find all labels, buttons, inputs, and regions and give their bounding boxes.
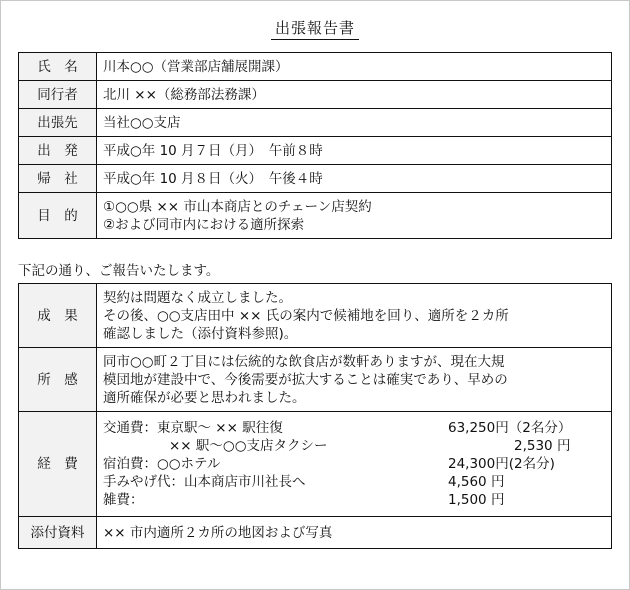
label-attachment: 添付資料 [19, 517, 97, 549]
expense-amount: 63,250円（2名分） [448, 420, 572, 436]
row-result [19, 284, 612, 348]
expense-amount: 1,500 円 [448, 492, 505, 508]
expense-item: 手みやげ代：山本商店市川社長へ [103, 474, 306, 490]
expense-item: 交通費：東京駅～ ×× 駅往復 [103, 420, 283, 436]
value-expenses [97, 412, 612, 517]
expense-row-hotel [103, 455, 605, 473]
value-purpose [97, 193, 612, 239]
expense-row-transport [103, 419, 605, 437]
purpose-line-2: ②および同市内における適所探索 [103, 216, 305, 233]
row-purpose [19, 193, 612, 239]
purpose-line-1: ①○○県 ×× 市山本商店とのチェーン店契約 [103, 198, 372, 215]
expense-amount: 2,530 円 [514, 438, 571, 454]
value-departure: 平成○年 10 月７日（月） 午前８時 [97, 137, 612, 165]
value-impression [97, 348, 612, 412]
expense-item: ×× 駅～○○支店タクシー [169, 438, 328, 454]
impression-line-1: 同市○○町２丁目には伝統的な飲食店が数軒ありますが、現在大規 [103, 353, 505, 370]
document-title: 出張報告書 [0, 19, 630, 40]
label-departure: 出 発 [19, 137, 97, 165]
label-expenses: 経 費 [19, 412, 97, 517]
row-name [19, 53, 612, 81]
row-attachment [19, 517, 612, 549]
label-destination: 出張先 [19, 109, 97, 137]
label-impression: 所 感 [19, 348, 97, 412]
expense-amount: 4,560 円 [448, 474, 505, 490]
row-departure [19, 137, 612, 165]
intro-text: 下記の通り、ご報告いたします。 [18, 263, 220, 279]
value-companion: 北川 ××（総務部法務課） [97, 81, 612, 109]
label-companion: 同行者 [19, 81, 97, 109]
label-name: 氏 名 [19, 53, 97, 81]
report-table [18, 283, 612, 549]
row-companion [19, 81, 612, 109]
value-result [97, 284, 612, 348]
expense-row-taxi [103, 437, 605, 455]
row-return [19, 165, 612, 193]
expense-amount: 24,300円(2名分) [448, 456, 555, 472]
row-expenses [19, 412, 612, 517]
impression-line-2: 模団地が建設中で、今後需要が拡大することは確実であり、早めの [103, 371, 508, 388]
value-destination: 当社○○支店 [97, 109, 612, 137]
label-return: 帰 社 [19, 165, 97, 193]
impression-line-3: 適所確保が必要と思われました。 [103, 389, 306, 406]
expense-item: 雑費： [103, 492, 144, 508]
row-destination [19, 109, 612, 137]
result-line-1: 契約は問題なく成立しました。 [103, 289, 292, 306]
expense-row-gift [103, 473, 605, 491]
value-name: 川本○○（営業部店舗展開課） [97, 53, 612, 81]
value-return: 平成○年 10 月８日（火） 午後４時 [97, 165, 612, 193]
expense-item: 宿泊費：○○ホテル [103, 456, 221, 472]
row-impression [19, 348, 612, 412]
result-line-2: その後、○○支店田中 ×× 氏の案内で候補地を回り、適所を２カ所 [103, 307, 509, 324]
expense-row-misc [103, 491, 605, 509]
result-line-3: 確認しました（添付資料参照)。 [103, 325, 298, 342]
header-table [18, 52, 612, 239]
label-purpose: 目 的 [19, 193, 97, 239]
value-attachment: ×× 市内適所２カ所の地図および写真 [97, 517, 612, 549]
label-result: 成 果 [19, 284, 97, 348]
